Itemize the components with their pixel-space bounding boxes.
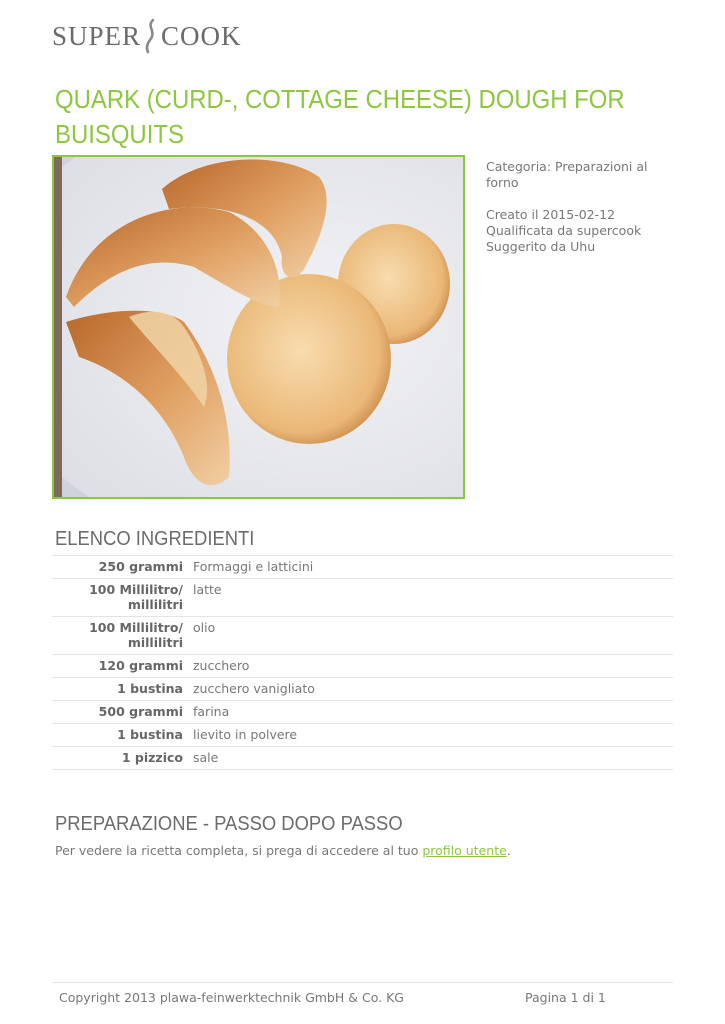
logo-swirl-icon bbox=[142, 18, 160, 54]
preparation-text bbox=[55, 843, 511, 858]
table-row bbox=[52, 617, 673, 655]
ingredient-qty: 1 bustina bbox=[52, 724, 193, 747]
logo-text-right: COOK bbox=[161, 20, 242, 51]
user-profile-link[interactable]: profilo utente bbox=[422, 843, 507, 858]
table-row bbox=[52, 747, 673, 770]
meta-category: Categoria: Preparazioni al forno bbox=[486, 159, 648, 190]
ingredient-name: olio bbox=[193, 617, 673, 655]
ingredient-name: zucchero bbox=[193, 655, 673, 678]
table-row bbox=[52, 724, 673, 747]
ingredient-qty: 250 grammi bbox=[52, 556, 193, 579]
ingredient-qty: 100 Millilitro/ millilitri bbox=[52, 579, 193, 617]
table-row bbox=[52, 655, 673, 678]
footer-copyright: Copyright 2013 plawa-feinwerktechnik GmbH & Co. KG bbox=[59, 990, 404, 1005]
meta-suggested: Suggerito da Uhu bbox=[486, 239, 596, 254]
preparation-suffix: . bbox=[506, 843, 511, 858]
preparation-message: Per vedere la ricetta completa, si prega di accedere al tuo bbox=[55, 843, 423, 858]
meta-qualified: Qualificata da supercook bbox=[486, 223, 642, 238]
table-row bbox=[52, 579, 673, 617]
recipe-photo bbox=[52, 155, 465, 499]
ingredient-qty: 1 pizzico bbox=[52, 747, 193, 770]
ingredient-name: farina bbox=[193, 701, 673, 724]
ingredient-name: zucchero vanigliato bbox=[193, 678, 673, 701]
ingredient-name: latte bbox=[193, 579, 673, 617]
table-row bbox=[52, 678, 673, 701]
logo-text-left: SUPER bbox=[52, 20, 142, 51]
ingredient-name: Formaggi e latticini bbox=[193, 556, 673, 579]
ingredient-qty: 1 bustina bbox=[52, 678, 193, 701]
table-row bbox=[52, 701, 673, 724]
ingredient-name: sale bbox=[193, 747, 673, 770]
preparation-heading: PREPARAZIONE - PASSO DOPO PASSO bbox=[55, 813, 403, 835]
ingredient-name: lievito in polvere bbox=[193, 724, 673, 747]
footer-divider bbox=[52, 982, 673, 983]
recipe-title: QUARK (CURD-, COTTAGE CHEESE) DOUGH FOR BUISQUITS bbox=[55, 84, 625, 149]
table-row bbox=[52, 556, 673, 579]
supercook-logo[interactable] bbox=[52, 18, 242, 54]
ingredient-qty: 500 grammi bbox=[52, 701, 193, 724]
meta-created: Creato il 2015-02-12 bbox=[486, 207, 616, 222]
recipe-meta bbox=[486, 159, 671, 255]
ingredients-heading: ELENCO INGREDIENTI bbox=[55, 528, 255, 550]
footer-page-number: Pagina 1 di 1 bbox=[525, 990, 606, 1005]
ingredient-qty: 100 Millilitro/ millilitri bbox=[52, 617, 193, 655]
ingredient-qty: 120 grammi bbox=[52, 655, 193, 678]
ingredients-table bbox=[52, 555, 673, 770]
